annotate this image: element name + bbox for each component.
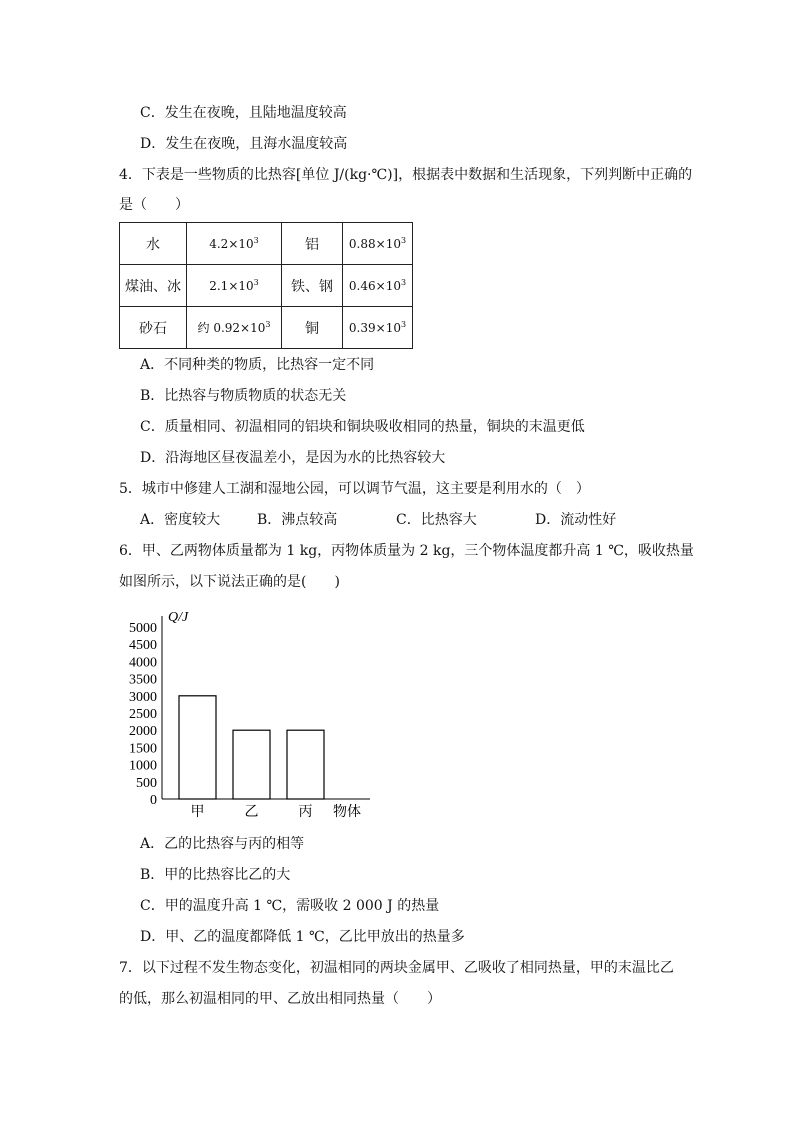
- chart-y-tick-label: 2500: [129, 707, 157, 722]
- chart-y-tick-label: 3000: [129, 689, 157, 705]
- chart-y-ticks: [129, 621, 157, 808]
- q6-option-a: A．乙的比热容与丙的相等: [140, 836, 305, 852]
- chart-x-labels: [191, 804, 313, 820]
- chart-x-tick-label: 乙: [244, 805, 259, 820]
- q5-option-d: D．流动性好: [535, 512, 617, 528]
- q4-stem-line2: 是（ ）: [119, 197, 189, 213]
- table-cell: 煤油、冰: [120, 265, 187, 307]
- table-cell: 水: [120, 223, 187, 265]
- chart-y-tick-label: 1500: [129, 741, 157, 757]
- heat-absorbed-bar-chart: [112, 604, 382, 826]
- q3-option-c: C．发生在夜晚，且陆地温度较高: [140, 105, 347, 121]
- q7-stem-line2: 的低，那么初温相同的甲、乙放出相同热量（ ）: [119, 991, 441, 1007]
- q6-stem-line1: 6．甲、乙两物体质量都为 1 kg，丙物体质量为 2 kg，三个物体温度都升高 1 ℃，吸收热量: [119, 543, 694, 559]
- q3-option-d: D．发生在夜晚，且海水温度较高: [140, 136, 348, 152]
- chart-bar-2: [233, 730, 270, 799]
- table-row: [120, 223, 413, 265]
- table-row: [120, 265, 413, 307]
- specific-heat-table: [119, 222, 413, 349]
- chart-y-tick-label: 1000: [129, 758, 157, 774]
- chart-bars: [179, 696, 324, 799]
- q5-stem: 5．城市中修建人工湖和湿地公园，可以调节气温，这主要是利用水的（ ）: [119, 481, 590, 497]
- q5-options: [140, 509, 660, 531]
- q4-option-c: C．质量相同、初温相同的铝块和铜块吸收相同的热量，铜块的末温更低: [140, 419, 585, 435]
- q6-option-c: C．甲的温度升高 1 ℃，需吸收 2 000 J 的热量: [140, 898, 440, 914]
- table-cell: $0.39\times 10^3$: [343, 307, 413, 349]
- chart-y-tick-label: 4000: [129, 655, 157, 671]
- chart-x-tick-label: 甲: [190, 805, 205, 820]
- table-cell: 铁、钢: [282, 265, 343, 307]
- table-cell: 铜: [282, 307, 343, 349]
- table-cell: $0.88\times 10^3$: [343, 223, 413, 265]
- table-cell: 铝: [282, 223, 343, 265]
- chart-y-axis-label: Q/J: [168, 610, 189, 625]
- chart-y-tick-label: 5000: [129, 621, 157, 636]
- q4-option-d: D．沿海地区昼夜温差小，是因为水的比热容较大: [140, 450, 446, 466]
- q6-option-d: D．甲、乙的温度都降低 1 ℃，乙比甲放出的热量多: [140, 929, 465, 945]
- chart-bar-3: [287, 730, 324, 799]
- table-cell: $0.46\times 10^3$: [343, 265, 413, 307]
- chart-y-tick-label: 4500: [129, 638, 157, 654]
- q6-stem-line2: 如图所示，以下说法正确的是( ): [119, 574, 340, 590]
- q4-stem-line1: 4．下表是一些物质的比热容[单位 J/(kg·℃)]，根据表中数据和生活现象，下列判断中正确的: [119, 167, 693, 183]
- q5-option-b: B．沸点较高: [257, 512, 338, 528]
- q5-option-a: A．密度较大: [140, 512, 221, 528]
- table-cell: $4.2\times 10^3$: [187, 223, 282, 265]
- chart-x-tick-label: 丙: [298, 805, 313, 820]
- q5-option-c: C．比热容大: [396, 512, 477, 528]
- chart-bar-1: [179, 696, 216, 799]
- table-cell: $2.1\times 10^3$: [187, 265, 282, 307]
- table-row: [120, 307, 413, 349]
- q6-option-b: B．甲的比热容比乙的大: [140, 867, 291, 883]
- chart-y-tick-label: 500: [136, 775, 157, 791]
- table-cell: 约 $0.92\times 10^3$: [187, 307, 282, 349]
- q7-stem-line1: 7．以下过程不发生物态变化，初温相同的两块金属甲、乙吸收了相同热量，甲的末温比乙: [119, 960, 674, 976]
- chart-y-tick-label: 3500: [129, 672, 157, 688]
- table-cell: 砂石: [120, 307, 187, 349]
- chart-y-tick-label: 2000: [129, 724, 157, 740]
- chart-y-tick-label: 0: [150, 793, 157, 808]
- q4-option-b: B．比热容与物质物质的状态无关: [140, 388, 347, 404]
- chart-x-axis-label: 物体: [333, 805, 361, 820]
- q4-option-a: A．不同种类的物质，比热容一定不同: [140, 357, 375, 373]
